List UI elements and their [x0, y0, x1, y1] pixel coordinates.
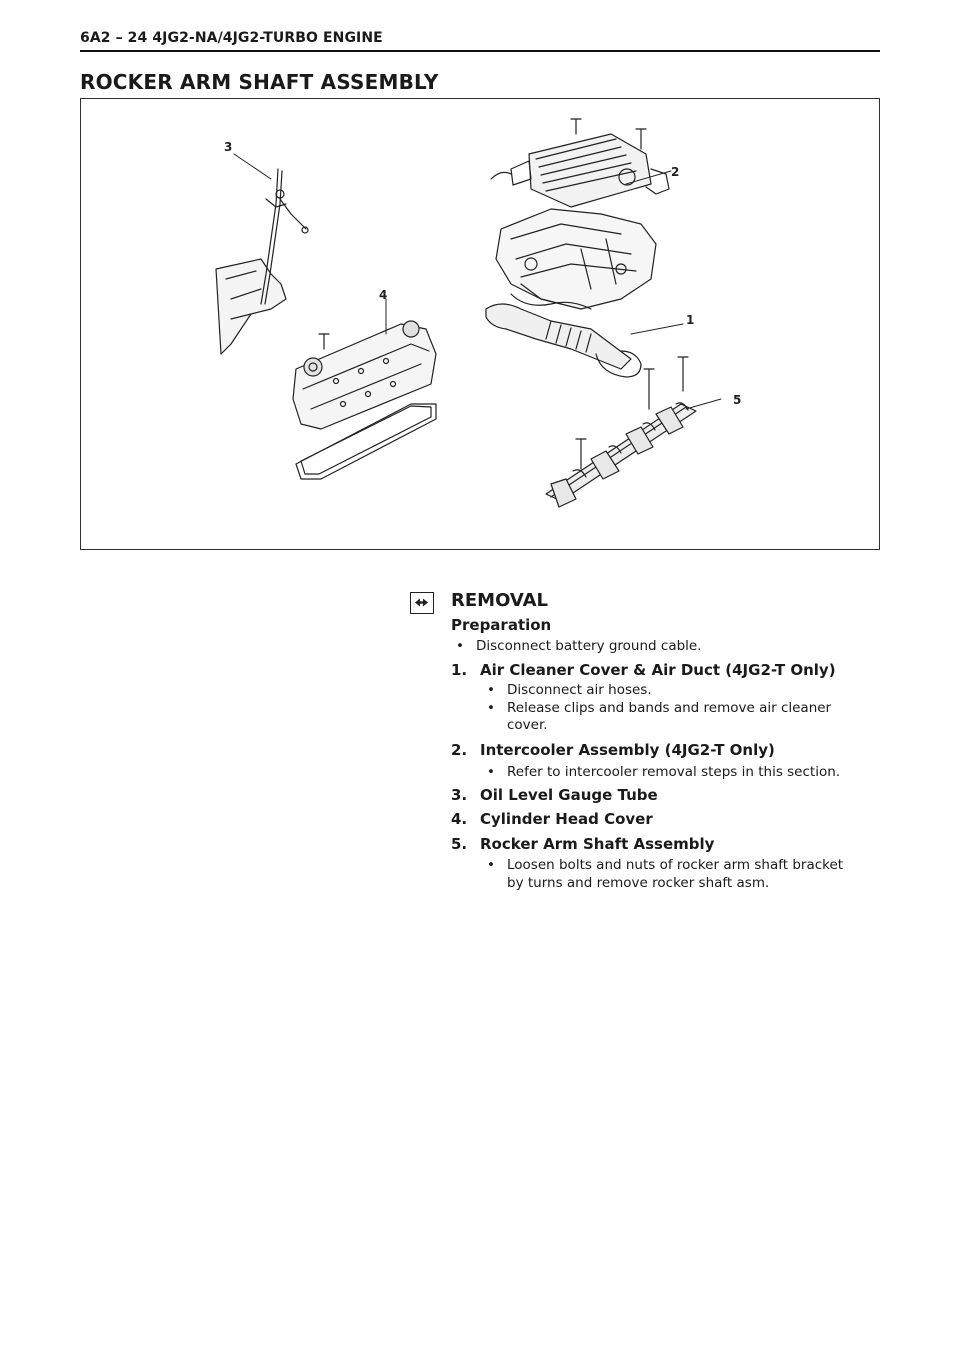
step-4: 4. Cylinder Head Cover	[451, 810, 653, 828]
engine-manifold-drawing	[496, 209, 656, 309]
oil-gauge-tube-drawing	[216, 169, 308, 354]
step-2: 2. Intercooler Assembly (4JG2-T Only)	[451, 741, 775, 759]
exploded-view-drawing	[81, 99, 881, 551]
header-text: 6A2 – 24 4JG2-NA/4JG2-TURBO ENGINE	[80, 30, 383, 46]
callout-1: 1	[686, 313, 695, 327]
cylinder-head-cover-drawing	[293, 321, 436, 429]
step-2-bullet-1: • Refer to intercooler removal steps in this section.	[487, 764, 841, 780]
callout-2: 2	[671, 165, 680, 179]
step-1-bullet-2: • Release clips and bands and remove air cleaner	[487, 700, 832, 716]
intercooler-drawing	[491, 119, 669, 207]
removal-title: REMOVAL	[451, 590, 548, 611]
callout-4: 4	[379, 288, 388, 302]
callout-3: 3	[224, 140, 233, 154]
removal-arrows-icon	[410, 592, 434, 614]
step-5: 5. Rocker Arm Shaft Assembly	[451, 835, 715, 853]
rocker-arm-shaft-drawing	[546, 357, 696, 507]
preparation-bullet: • Disconnect battery ground cable.	[456, 638, 702, 654]
step-1-bullet-2-continued: cover.	[507, 717, 548, 733]
step-5-bullet-1: • Loosen bolts and nuts of rocker arm shaft bracket	[487, 857, 844, 873]
page-title: ROCKER ARM SHAFT ASSEMBLY	[80, 70, 439, 94]
step-1: 1. Air Cleaner Cover & Air Duct (4JG2-T Only)	[451, 661, 836, 679]
preparation-title: Preparation	[451, 616, 552, 634]
page-header	[80, 28, 880, 52]
air-duct-drawing	[486, 304, 641, 377]
step-3: 3. Oil Level Gauge Tube	[451, 786, 658, 804]
callout-5: 5	[733, 393, 742, 407]
exploded-view-figure	[80, 98, 880, 550]
step-5-bullet-1-continued: by turns and remove rocker shaft asm.	[507, 875, 770, 891]
step-1-bullet-1: • Disconnect air hoses.	[487, 682, 652, 698]
